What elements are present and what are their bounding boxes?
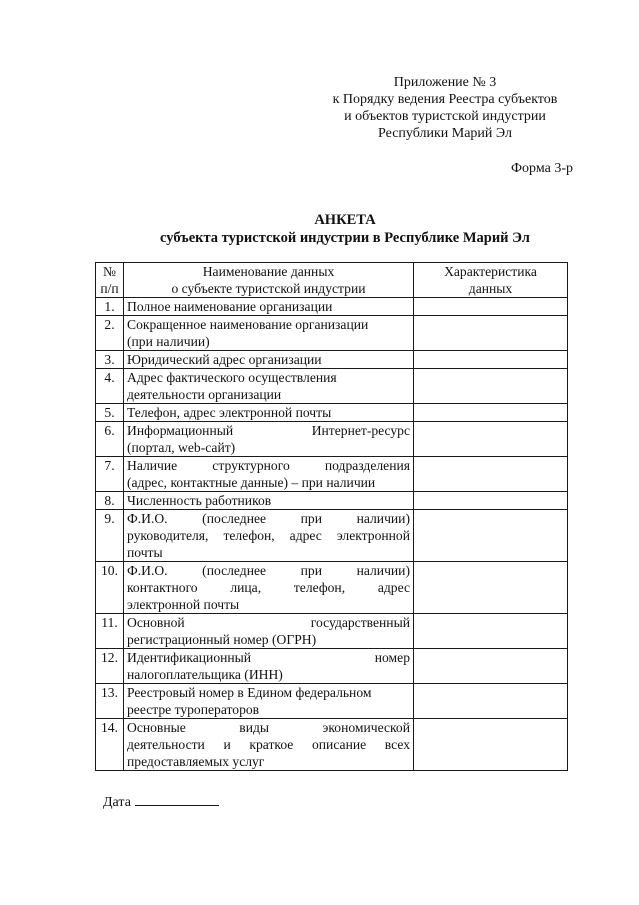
row-data-name [124,614,414,649]
row-data-name [124,649,414,684]
row-number: 6. [96,422,124,457]
header-characteristic-line: Характеристика [444,264,537,279]
table-row [96,614,568,649]
row-characteristic-cell[interactable] [414,316,568,351]
row-characteristic-cell[interactable] [414,351,568,369]
row-data-name-line: Телефон, адрес электронной почты [127,405,332,420]
row-data-name-line: деятельности организации [127,387,282,402]
row-number: 13. [96,684,124,719]
row-data-name [124,351,414,369]
row-data-name [124,457,414,492]
row-data-name-line: налогоплательщика (ИНН) [127,667,283,682]
table-row [96,351,568,369]
header-number-line: № [103,264,116,279]
form-code: Форма 3-р [511,161,573,176]
row-data-name [124,404,414,422]
table-row [96,369,568,404]
header-characteristic-line: данных [468,281,513,296]
row-characteristic-cell[interactable] [414,422,568,457]
row-characteristic-cell[interactable] [414,510,568,562]
row-number: 10. [96,562,124,614]
row-data-name-line: почты [127,545,163,560]
row-data-name-line: Адрес фактического осуществления [127,370,337,385]
row-number: 7. [96,457,124,492]
row-number: 11. [96,614,124,649]
row-data-name-line: руководителя, телефон, адрес электронной [127,528,410,543]
table-row [96,510,568,562]
row-data-name-line: предоставляемых услуг [127,754,265,769]
row-data-name [124,684,414,719]
row-data-name-line: регистрационный номер (ОГРН) [127,632,317,647]
table-row [96,562,568,614]
row-characteristic-cell[interactable] [414,684,568,719]
header-number-line: п/п [100,281,119,296]
header-number [96,263,124,298]
row-data-name [124,510,414,562]
table-row [96,298,568,316]
table-row [96,404,568,422]
appendix-header [300,74,590,142]
row-data-name [124,492,414,510]
row-data-name [124,316,414,351]
row-number: 1. [96,298,124,316]
row-data-name-line: (адрес, контактные данные) – при наличии [127,475,376,490]
row-data-name [124,562,414,614]
date-field [103,792,219,811]
header-data-name-line: о субъекте туристской индустрии [171,281,366,296]
row-number: 2. [96,316,124,351]
row-data-name-line: реестре туроператоров [127,702,260,717]
row-data-name-line: Основной государственный [127,615,410,630]
row-characteristic-cell[interactable] [414,562,568,614]
row-characteristic-cell[interactable] [414,404,568,422]
appendix-line: и объектов туристской индустрии [344,109,546,124]
appendix-line: к Порядку ведения Реестра субъектов [332,92,558,107]
row-data-name-line: Реестровый номер в Едином федеральном [127,685,372,700]
questionnaire-table [95,262,568,771]
row-number: 8. [96,492,124,510]
row-characteristic-cell[interactable] [414,649,568,684]
row-data-name-line: деятельности и краткое описание всех [127,737,410,752]
row-data-name-line: Юридический адрес организации [127,352,322,367]
row-number: 9. [96,510,124,562]
table-row [96,649,568,684]
row-data-name-line: Полное наименование организации [127,299,333,314]
date-label: Дата [103,795,131,810]
row-number: 12. [96,649,124,684]
row-number: 14. [96,719,124,771]
header-data-name-line: Наименование данных [202,264,335,279]
row-data-name-line: Основные виды экономической [127,720,410,735]
row-data-name-line: контактного лица, телефон, адрес [127,580,410,595]
row-characteristic-cell[interactable] [414,369,568,404]
row-number: 5. [96,404,124,422]
appendix-line: Республики Марий Эл [378,126,512,141]
table-row [96,457,568,492]
date-blank-line[interactable] [135,792,219,806]
appendix-line: Приложение № 3 [393,75,497,90]
document-title: АНКЕТА [314,212,376,228]
row-data-name [124,298,414,316]
row-data-name-line: Наличие структурного подразделения [127,458,410,473]
row-data-name [124,719,414,771]
row-data-name-line: (при наличии) [127,334,210,349]
row-data-name-line: Численность работников [127,493,272,508]
row-number: 3. [96,351,124,369]
table-row [96,316,568,351]
row-data-name-line: Идентификационный номер [127,650,410,665]
row-characteristic-cell[interactable] [414,614,568,649]
table-row [96,719,568,771]
row-characteristic-cell[interactable] [414,719,568,771]
row-data-name-line: Ф.И.О. (последнее при наличии) [127,511,410,526]
table-row [96,684,568,719]
row-data-name-line: Ф.И.О. (последнее при наличии) [127,563,410,578]
row-data-name [124,369,414,404]
row-data-name-line: Информационный Интернет-ресурс [127,423,410,438]
row-data-name-line: электронной почты [127,597,240,612]
document-subtitle: субъекта туристской индустрии в Республике Марий Эл [160,230,530,246]
header-data-name [124,263,414,298]
header-characteristic [414,263,568,298]
row-characteristic-cell[interactable] [414,492,568,510]
table-row [96,422,568,457]
row-data-name-line: (портал, web-сайт) [127,440,236,455]
row-number: 4. [96,369,124,404]
table-row [96,492,568,510]
table-header-row [96,263,568,298]
row-data-name [124,422,414,457]
row-data-name-line: Сокращенное наименование организации [127,317,369,332]
row-characteristic-cell[interactable] [414,457,568,492]
row-characteristic-cell[interactable] [414,298,568,316]
